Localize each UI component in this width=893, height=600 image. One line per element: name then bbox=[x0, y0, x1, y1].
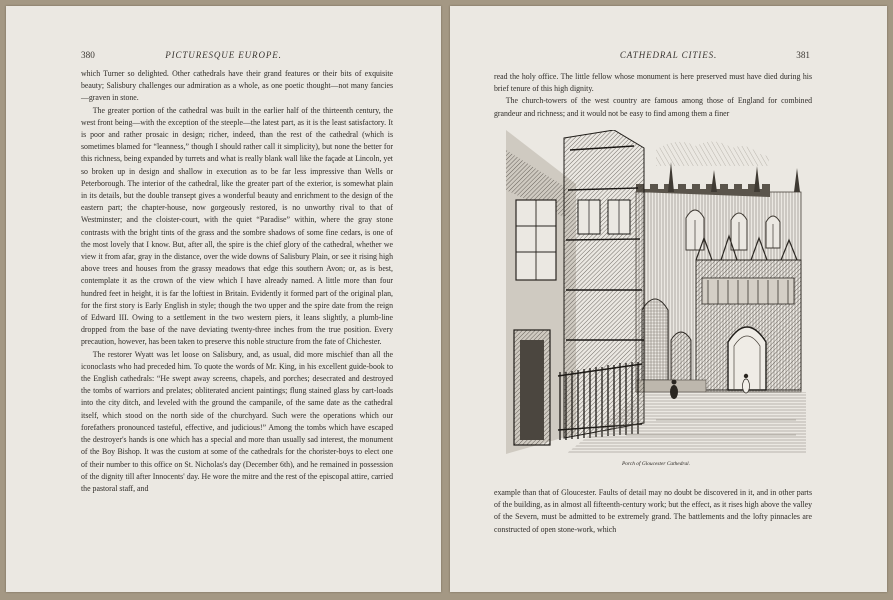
body-text bbox=[81, 68, 393, 495]
gloucester-porch-engraving bbox=[506, 130, 806, 454]
figure-caption: Porch of Gloucester Cathedral. bbox=[621, 461, 691, 467]
paragraph: example than that of Gloucester. Faults of detail may no doubt be discovered in it, and in other parts of the building, as in almost all fifteenth-century work; but the effect, as it rises high above the valley of the Severn, must be admitted to be extremely grand. The battlements and the lofty pinnacles are constructed of open stone-work, which bbox=[494, 488, 812, 534]
body-text-bottom bbox=[494, 487, 812, 536]
page-number: 380 bbox=[81, 50, 95, 60]
paragraph: read the holy office. The little fellow whose monument is here preserved must have died during his brief tenure of this high dignity. bbox=[494, 72, 812, 94]
engraving-illustration bbox=[506, 130, 806, 454]
paragraph: The church-towers of the west country are famous among those of England for combined grandeur and richness; and it would not be easy to find among them a finer bbox=[494, 96, 812, 118]
right-page bbox=[450, 6, 887, 592]
running-head bbox=[450, 48, 887, 62]
page-number: 381 bbox=[796, 50, 810, 60]
body-text-top bbox=[494, 71, 812, 120]
running-head-title: CATHEDRAL CITIES. bbox=[619, 50, 718, 60]
paragraph: The restorer Wyatt was let loose on Salisbury, and, as usual, did more mischief than all the iconoclasts who had preceded him. To quote the words of Mr. King, in his excellent guide-book to the English cathedrals: “He swept away screens, chapels, and porches; desecrated and destroyed the tombs of warriors and prelates; obliterated ancient paintings; flung stained glass by cart-loads into the city ditch, and leveled with the ground the campanile, of the same date as the cathedral itself, which stood on the north side of the churchyard. Such were the operations which our forefathers pronounced tasteful, effective, and judicious!” Among the tombs which have escaped the destroyer's hands is one which has a special and more than usually sad interest, the monument of the Boy Bishop. It was the custom at some of the cathedrals for the chorister-boys to elect one of their number to this office on St. Nicholas's day (December 6th), and he remained in possession of the dignity till after Innocents' day. He wore the mitre and the rest of the episcopal attire, carried the pastoral staff, and bbox=[81, 349, 393, 493]
running-head bbox=[6, 48, 441, 62]
left-page bbox=[6, 6, 441, 592]
running-head-title: PICTURESQUE EUROPE. bbox=[165, 50, 282, 60]
paragraph: The greater portion of the cathedral was built in the earlier half of the thirteenth century, the west front being—with the exception of the steeple—the latest part, as it is the least satisfactory. It is poor and rather prosaic in design; richer, indeed, than the rest of the cathedral (which is sometimes blamed for “leanness,” though I should rather call it simplicity), but none the better for this richness, being expanded by turrets and what is really blank wall like the façade at Lincoln, yet so broken up in design and shallow in execution as to be far less impressive than Wells or Peterborough. The interior of the cathedral, like the greater part of the exterior, is somewhat plain in its details, but the double transept gives a wonderful beauty and enrichment to the design of the eastern part; the chapter-house, now gorgeously restored, is no unworthy rival to that of Westminster; and the cloister-court, with the quiet “Paradise” within, where the gray stone contrasts with the bright tints of the grass and the sombre shadows of some fine cedars, is one of the most lovely that I know. But, after all, the spire is the chief glory of the cathedral, whether we view it from afar, gray in the distance, over the wide downs of Salisbury Plain, or see it rising high above trees and houses from the grassy meadows that edge this southern Avon; or, as is best, contemplate it as the crown of the view which I have already named. A little more than four hundred feet in height, it is far the loftiest in Britain. Evidently it formed part of the original plan, for the first story is Early English in style; though the two upper and the spire date from the reign of Edward III. Owing to a settlement in the two western piers, it leans slightly, a plumb-line dropped from the base of the nave deviating twenty-three inches from the true position. Every precaution, however, has been taken to preserve this noble structure from the fate of Chichester. bbox=[81, 105, 393, 347]
paragraph: which Turner so delighted. Other cathedrals have their grand features or their bits of exquisite beauty; Salisbury challenges our admiration as a whole, as one poetic thought—not many fancies—graven in stone. bbox=[81, 69, 393, 103]
